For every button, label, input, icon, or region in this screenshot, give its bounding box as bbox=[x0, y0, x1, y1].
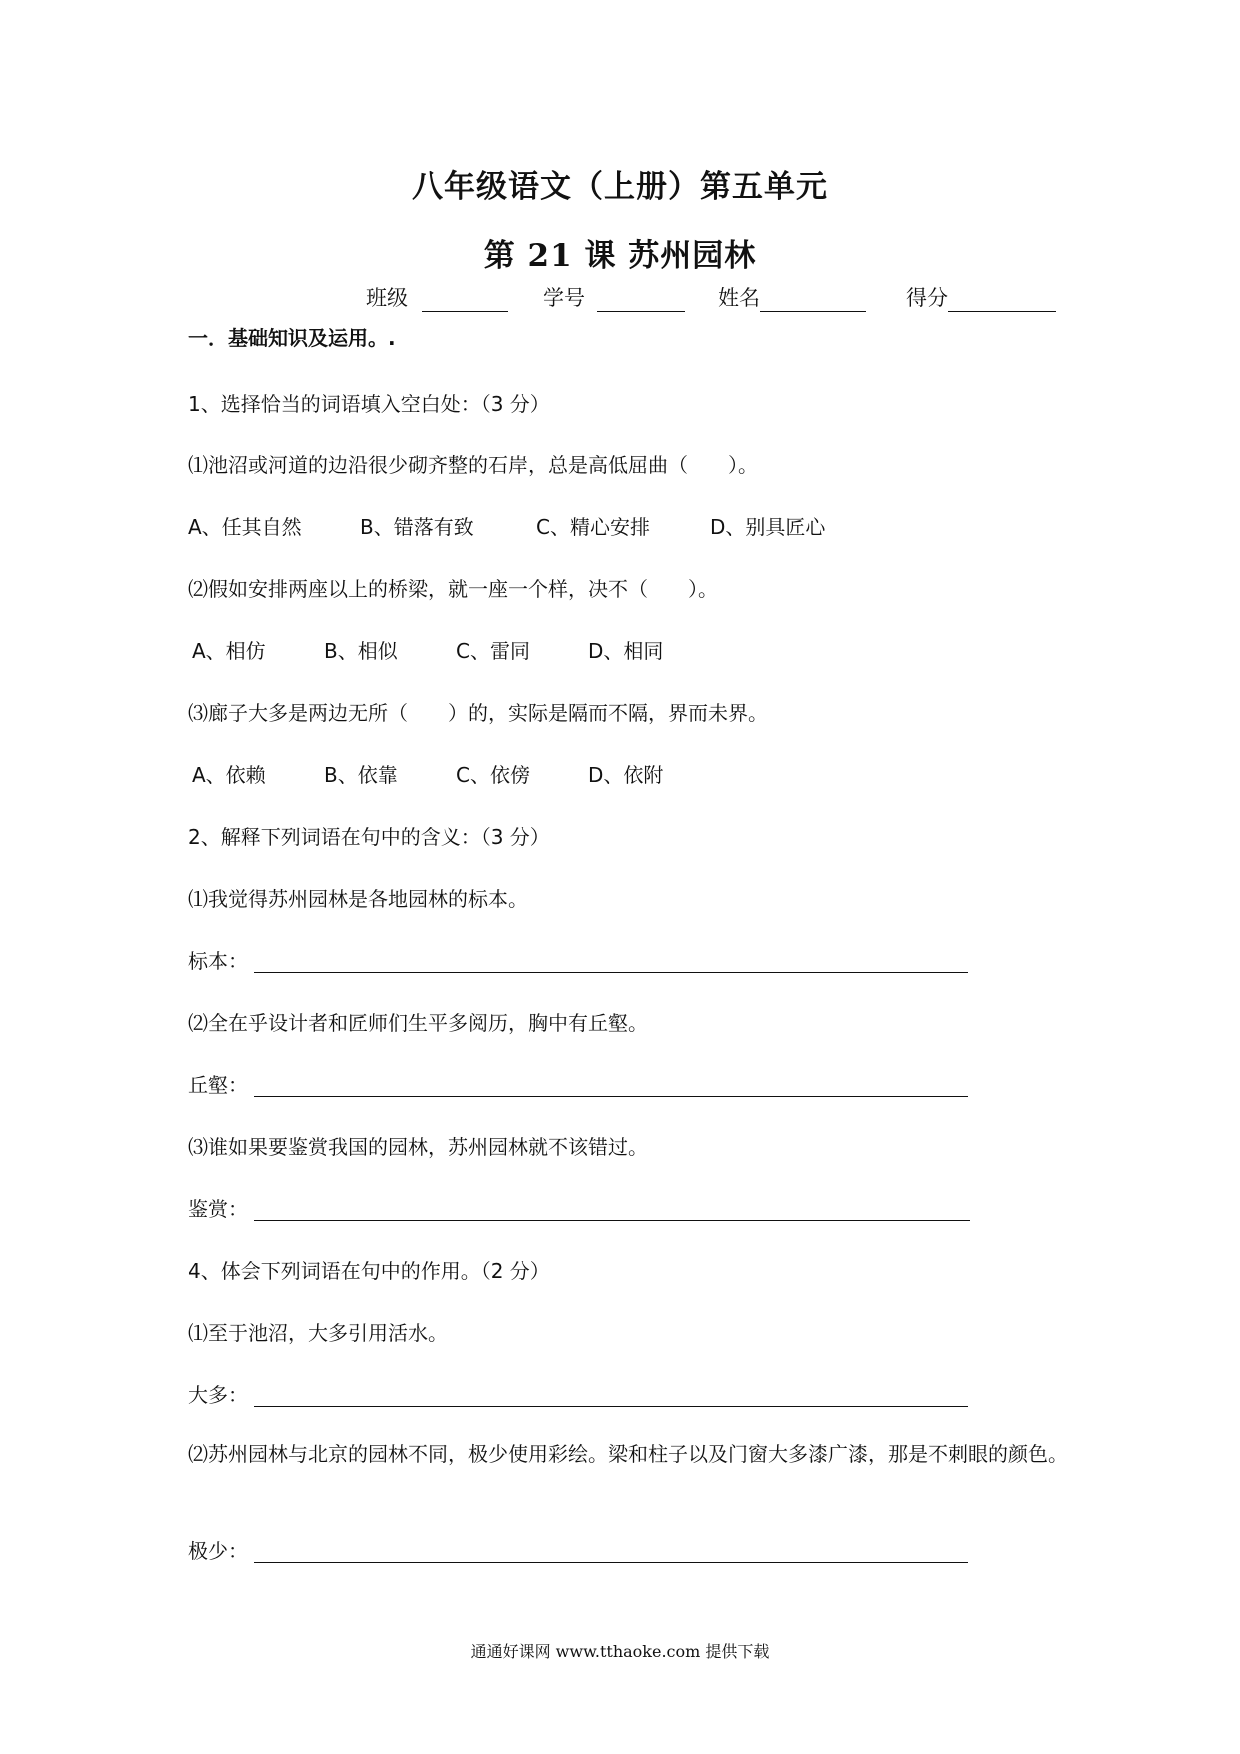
q2-stem: 2、解释下列词语在句中的含义：（3 分） bbox=[188, 825, 550, 849]
answer-blank[interactable] bbox=[254, 1220, 970, 1221]
student-info-row bbox=[366, 282, 1066, 314]
option-d[interactable]: D、依附 bbox=[588, 763, 664, 787]
main-title: 八年级语文（上册）第五单元 bbox=[412, 169, 828, 205]
option-c[interactable]: C、雷同 bbox=[456, 639, 530, 663]
option-b[interactable]: B、错落有致 bbox=[360, 515, 474, 539]
option-a[interactable]: A、依赖 bbox=[192, 763, 266, 787]
lesson-title: 第 21 课 苏州园林 bbox=[483, 238, 757, 274]
answer-blank[interactable] bbox=[254, 1562, 968, 1563]
q1-stem: 1、选择恰当的词语填入空白处：（3 分） bbox=[188, 392, 550, 416]
q4-sub2-text: ⑵苏州园林与北京的园林不同，极少使用彩绘。梁和柱子以及门窗大多漆广漆，那是不刺眼的颜色。 bbox=[188, 1442, 1068, 1466]
option-d[interactable]: D、相同 bbox=[588, 639, 664, 663]
name-label: 姓名 bbox=[718, 286, 760, 310]
option-a[interactable]: A、相仿 bbox=[192, 639, 266, 663]
name-blank[interactable] bbox=[760, 289, 866, 312]
option-d[interactable]: D、别具匠心 bbox=[710, 515, 826, 539]
q2-sub1-text: ⑴我觉得苏州园林是各地园林的标本。 bbox=[188, 887, 528, 911]
score-blank[interactable] bbox=[948, 289, 1056, 312]
q1-sub2-text: ⑵假如安排两座以上的桥梁，就一座一个样，决不（ ）。 bbox=[188, 577, 718, 601]
score-label: 得分 bbox=[906, 286, 948, 310]
q4-sub1-answer bbox=[188, 1379, 968, 1409]
name-field bbox=[718, 282, 866, 312]
q4-sub1-text: ⑴至于池沼，大多引用活水。 bbox=[188, 1321, 448, 1345]
option-a[interactable]: A、任其自然 bbox=[188, 515, 302, 539]
option-b[interactable]: B、依靠 bbox=[324, 763, 398, 787]
q4-stem: 4、体会下列词语在句中的作用。（2 分） bbox=[188, 1259, 550, 1283]
option-c[interactable]: C、精心安排 bbox=[536, 515, 650, 539]
q1-sub3-text: ⑶廊子大多是两边无所（ ）的，实际是隔而不隔，界而未界。 bbox=[188, 701, 768, 725]
q2-sub3-answer bbox=[188, 1193, 970, 1223]
class-label: 班级 bbox=[366, 286, 408, 310]
section-heading: 一．基础知识及运用。. bbox=[188, 326, 396, 350]
score-field bbox=[906, 282, 1056, 312]
option-c[interactable]: C、依傍 bbox=[456, 763, 530, 787]
option-b[interactable]: B、相似 bbox=[324, 639, 398, 663]
q1-sub1-text: ⑴池沼或河道的边沿很少砌齐整的石岸，总是高低屈曲（ ）。 bbox=[188, 453, 758, 477]
class-blank[interactable] bbox=[422, 289, 508, 312]
q4-sub2-answer bbox=[188, 1535, 968, 1565]
answer-label: 极少： bbox=[188, 1539, 248, 1563]
q2-sub3-text: ⑶谁如果要鉴赏我国的园林，苏州园林就不该错过。 bbox=[188, 1135, 648, 1159]
q2-sub1-answer bbox=[188, 945, 968, 975]
answer-blank[interactable] bbox=[254, 972, 968, 973]
answer-label: 大多： bbox=[188, 1383, 248, 1407]
number-label: 学号 bbox=[543, 286, 585, 310]
q2-sub2-text: ⑵全在乎设计者和匠师们生平多阅历，胸中有丘壑。 bbox=[188, 1011, 648, 1035]
answer-blank[interactable] bbox=[254, 1096, 968, 1097]
class-field bbox=[366, 282, 508, 312]
answer-label: 丘壑： bbox=[188, 1073, 248, 1097]
answer-blank[interactable] bbox=[254, 1406, 968, 1407]
answer-label: 标本： bbox=[188, 949, 248, 973]
q2-sub2-answer bbox=[188, 1069, 968, 1099]
footer-credit: 通通好课网 www.tthaoke.com 提供下载 bbox=[470, 1642, 770, 1661]
number-blank[interactable] bbox=[597, 289, 685, 312]
answer-label: 鉴赏： bbox=[188, 1197, 248, 1221]
number-field bbox=[543, 282, 685, 312]
